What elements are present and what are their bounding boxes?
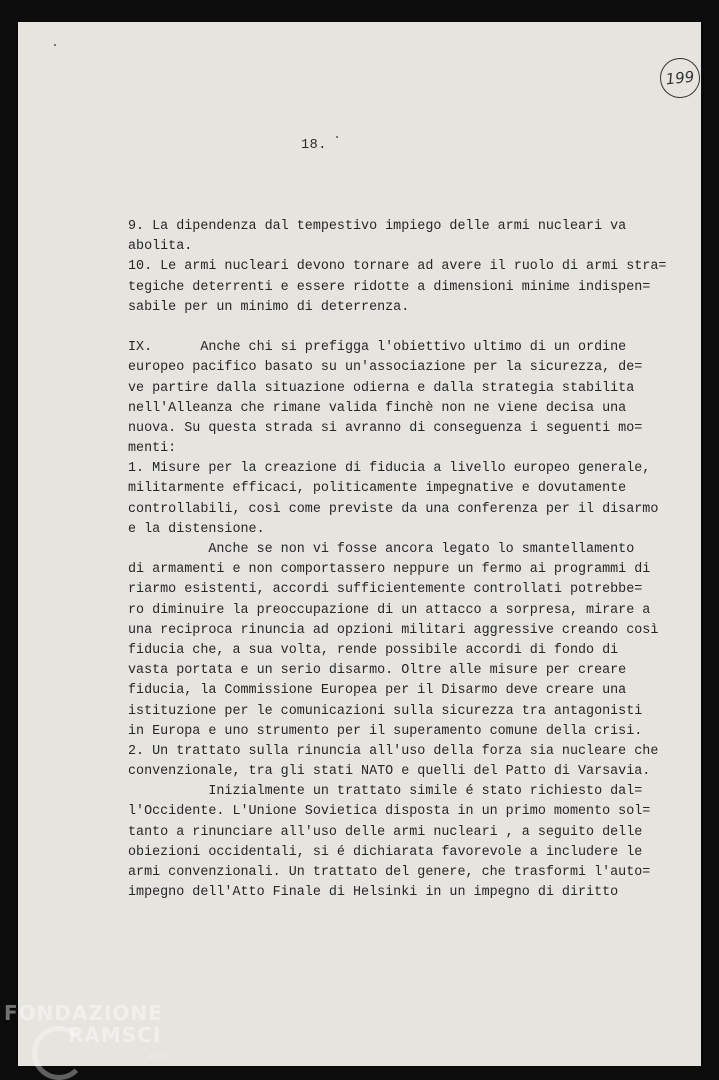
text-line: Inizialmente un trattato simile é stato richiesto dal= xyxy=(128,784,643,800)
paper-speck xyxy=(54,44,56,46)
text-line: armi convenzionali. Un trattato del genere, che trasformi l'auto= xyxy=(128,865,651,880)
text-line: l'Occidente. L'Unione Sovietica disposta in un primo momento sol= xyxy=(128,804,651,820)
text-line: 10. Le armi nucleari devono tornare ad avere il ruolo di armi stra= xyxy=(128,259,667,275)
text-line: istituzione per le comunicazioni sulla sicurezza tra antagonisti xyxy=(128,703,643,719)
typed-text-body xyxy=(128,217,688,903)
text-line: 1. Misure per la creazione di fiducia a livello europeo generale, xyxy=(128,461,651,477)
text-line: europeo pacifico basato su un'associazione per la sicurezza, de= xyxy=(128,360,643,376)
text-line: di armamenti e non comportassero neppure un fermo ai programmi di xyxy=(128,562,651,578)
watermark-small-text: onlus xyxy=(148,1052,170,1061)
text-line: menti: xyxy=(128,441,177,457)
fondazione-gramsci-watermark xyxy=(4,1001,170,1061)
text-line: ve partire dalla situazione odierna e dalla strategia stabilita xyxy=(128,380,635,396)
text-line: obiezioni occidentali, si é dichiarata favorevole a includere le xyxy=(128,844,643,860)
archive-stamp xyxy=(658,56,702,100)
archive-stamp-number: 199 xyxy=(664,67,696,89)
text-line: tanto a rinunciare all'uso delle armi nucleari , a seguito delle xyxy=(128,824,643,840)
text-line: controllabili, così come previste da una conferenza per il disarmo xyxy=(128,501,659,517)
text-line: una reciproca rinuncia ad opzioni militari aggressive creando così xyxy=(128,622,659,638)
page-number: 18. xyxy=(301,138,327,153)
text-line: fiducia che, a sua volta, rende possibile accordi di fondo di xyxy=(128,642,619,658)
text-line: 9. La dipendenza dal tempestivo impiego delle armi nucleari va xyxy=(128,219,627,234)
text-line: 2. Un trattato sulla rinuncia all'uso della forza sia nucleare che xyxy=(128,743,659,759)
watermark-line-2: RAMSCI xyxy=(68,1023,162,1047)
text-line: vasta portata e un serio disarmo. Oltre alle misure per creare xyxy=(128,663,627,679)
text-line: e la distensione. xyxy=(128,521,265,537)
text-line: tegiche deterrenti e essere ridotte a dimensioni minime indispen= xyxy=(128,279,651,295)
text-line: impegno dell'Atto Finale di Helsinki in un impegno di diritto xyxy=(128,885,619,901)
text-line: IX. Anche chi si prefigga l'obiettivo ultimo di un ordine xyxy=(128,340,627,356)
text-line: abolita. xyxy=(128,239,193,255)
text-line: fiducia, la Commissione Europea per il Disarmo deve creare una xyxy=(128,683,627,699)
text-line: Anche se non vi fosse ancora legato lo smantellamento xyxy=(128,542,635,557)
document-page xyxy=(18,22,701,1066)
text-line: riarmo esistenti, accordi sufficientemente controllati potrebbe= xyxy=(128,582,643,598)
watermark-line-1: FONDAZIONE xyxy=(4,1001,163,1025)
text-line: sabile per un minimo di deterrenza. xyxy=(128,299,410,315)
gramsci-logo-icon xyxy=(32,1026,86,1080)
text-line: nuova. Su questa strada si avranno di conseguenza i seguenti mo= xyxy=(128,420,643,436)
blank-line xyxy=(128,318,688,338)
text-line: in Europa e uno strumento per il superamento comune della crisi. xyxy=(128,723,643,739)
paper-speck xyxy=(336,136,338,138)
text-line: nell'Alleanza che rimane valida finchè non ne viene decisa una xyxy=(128,400,627,416)
text-line: convenzionale, tra gli stati NATO e quelli del Patto di Varsavia. xyxy=(128,764,651,780)
text-line: ro diminuire la preoccupazione di un attacco a sorpresa, mirare a xyxy=(128,602,651,618)
text-line: militarmente efficaci, politicamente impegnative e dovutamente xyxy=(128,481,627,497)
